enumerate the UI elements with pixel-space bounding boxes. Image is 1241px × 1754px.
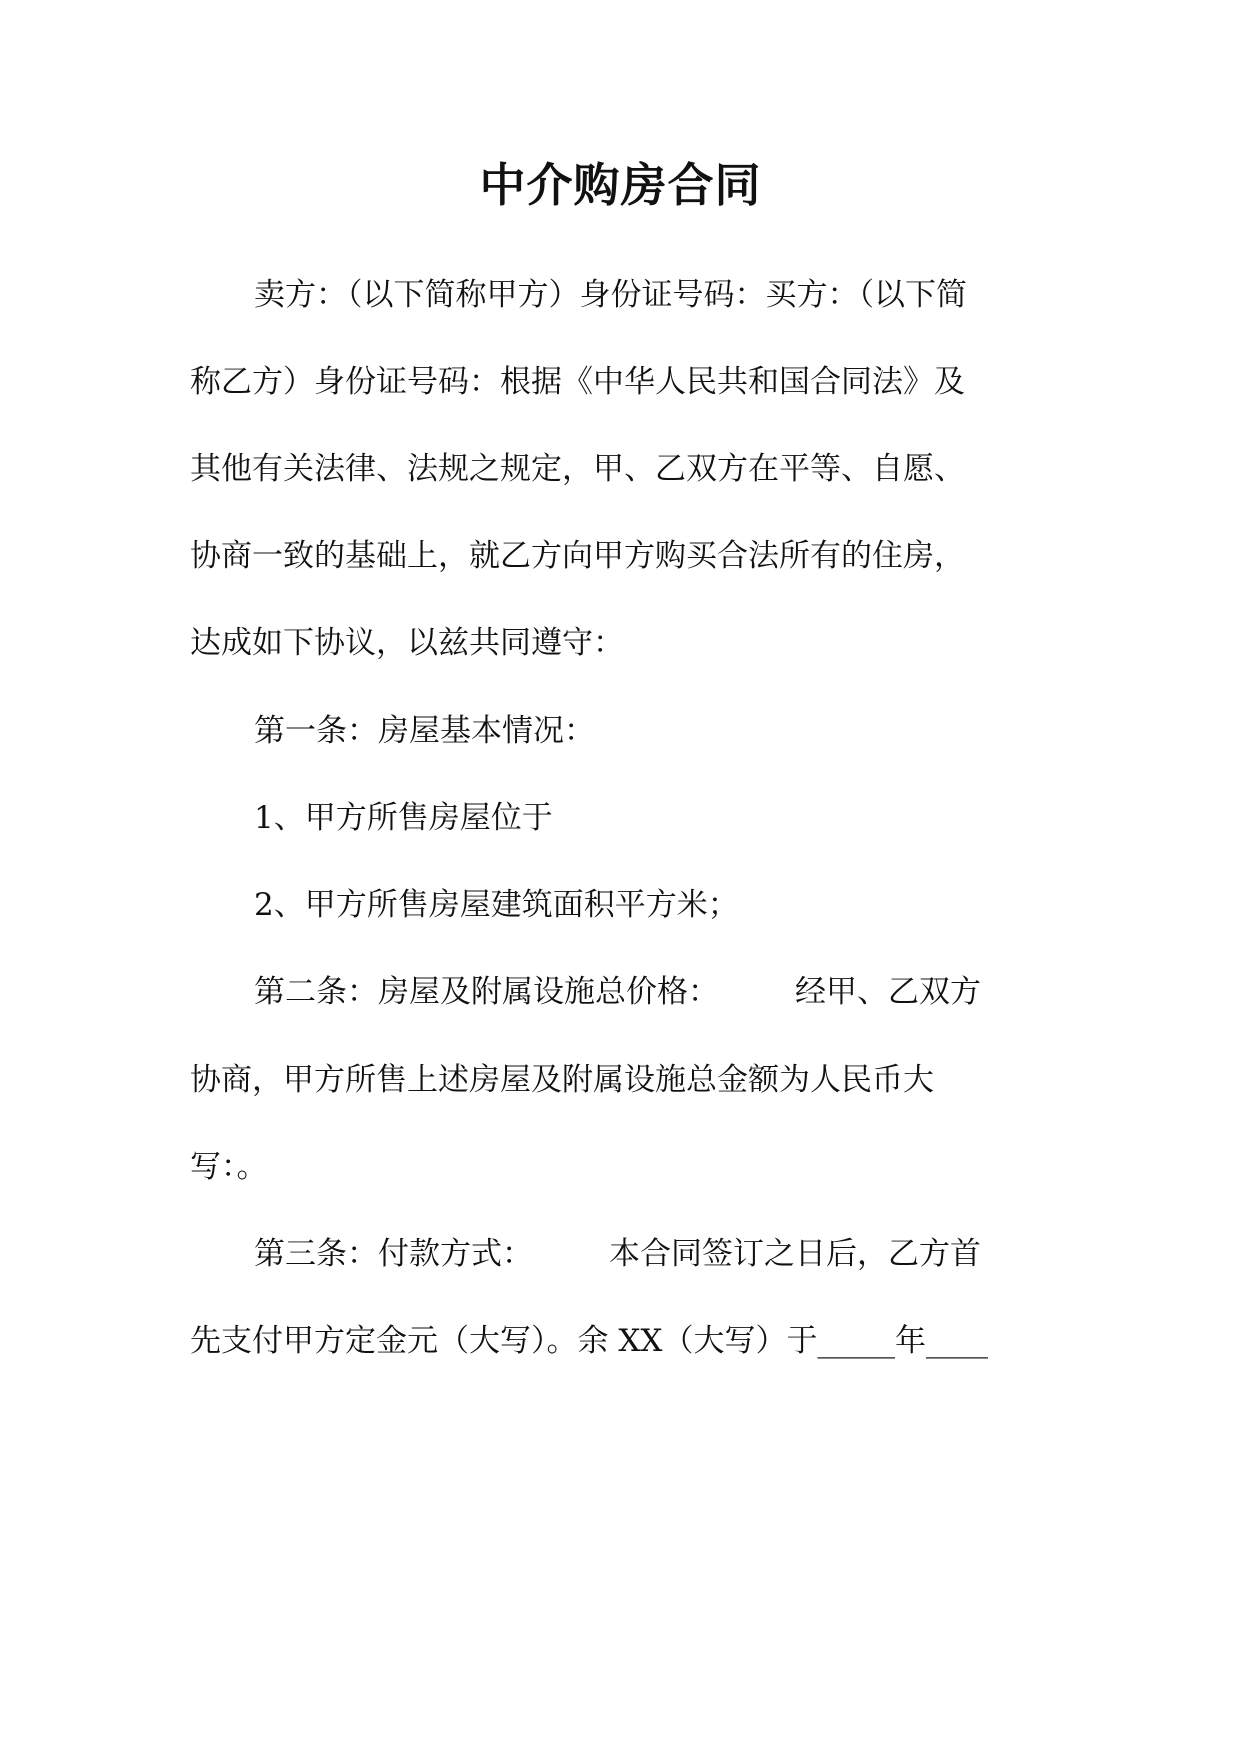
article-two-text: 经甲、乙双方 — [795, 974, 981, 1010]
paragraph-line: 写：。 — [190, 1149, 268, 1185]
article-one-heading: 第一条：房屋基本情况： — [254, 713, 595, 749]
list-item: 2、甲方所售房屋建筑面积平方米； — [254, 887, 739, 923]
paragraph-line: 协商一致的基础上，就乙方向甲方购买合法所有的住房， — [190, 538, 965, 574]
paragraph-line: 先支付甲方定金元（大写）。余 XX（大写）于_____年____ — [190, 1323, 988, 1359]
article-three-title: 第三条：付款方式： — [254, 1236, 533, 1272]
paragraph-line: 称乙方）身份证号码：根据《中华人民共和国合同法》及 — [190, 364, 965, 400]
paragraph-line: 其他有关法律、法规之规定，甲、乙双方在平等、自愿、 — [190, 451, 965, 487]
article-two-title: 第二条：房屋及附属设施总价格： — [254, 974, 719, 1010]
article-three-heading — [254, 1229, 981, 1279]
list-item: 1、甲方所售房屋位于 — [254, 800, 553, 836]
paragraph-line: 协商，甲方所售上述房屋及附属设施总金额为人民币大 — [190, 1062, 934, 1098]
article-three-text: 本合同签订之日后，乙方首 — [609, 1236, 981, 1272]
document-title: 中介购房合同 — [479, 158, 762, 212]
paragraph-line: 达成如下协议，以兹共同遵守： — [190, 625, 624, 661]
paragraph-line: 卖方：（以下简称甲方）身份证号码：买方：（以下简 — [254, 277, 967, 313]
article-two-heading — [254, 967, 981, 1017]
